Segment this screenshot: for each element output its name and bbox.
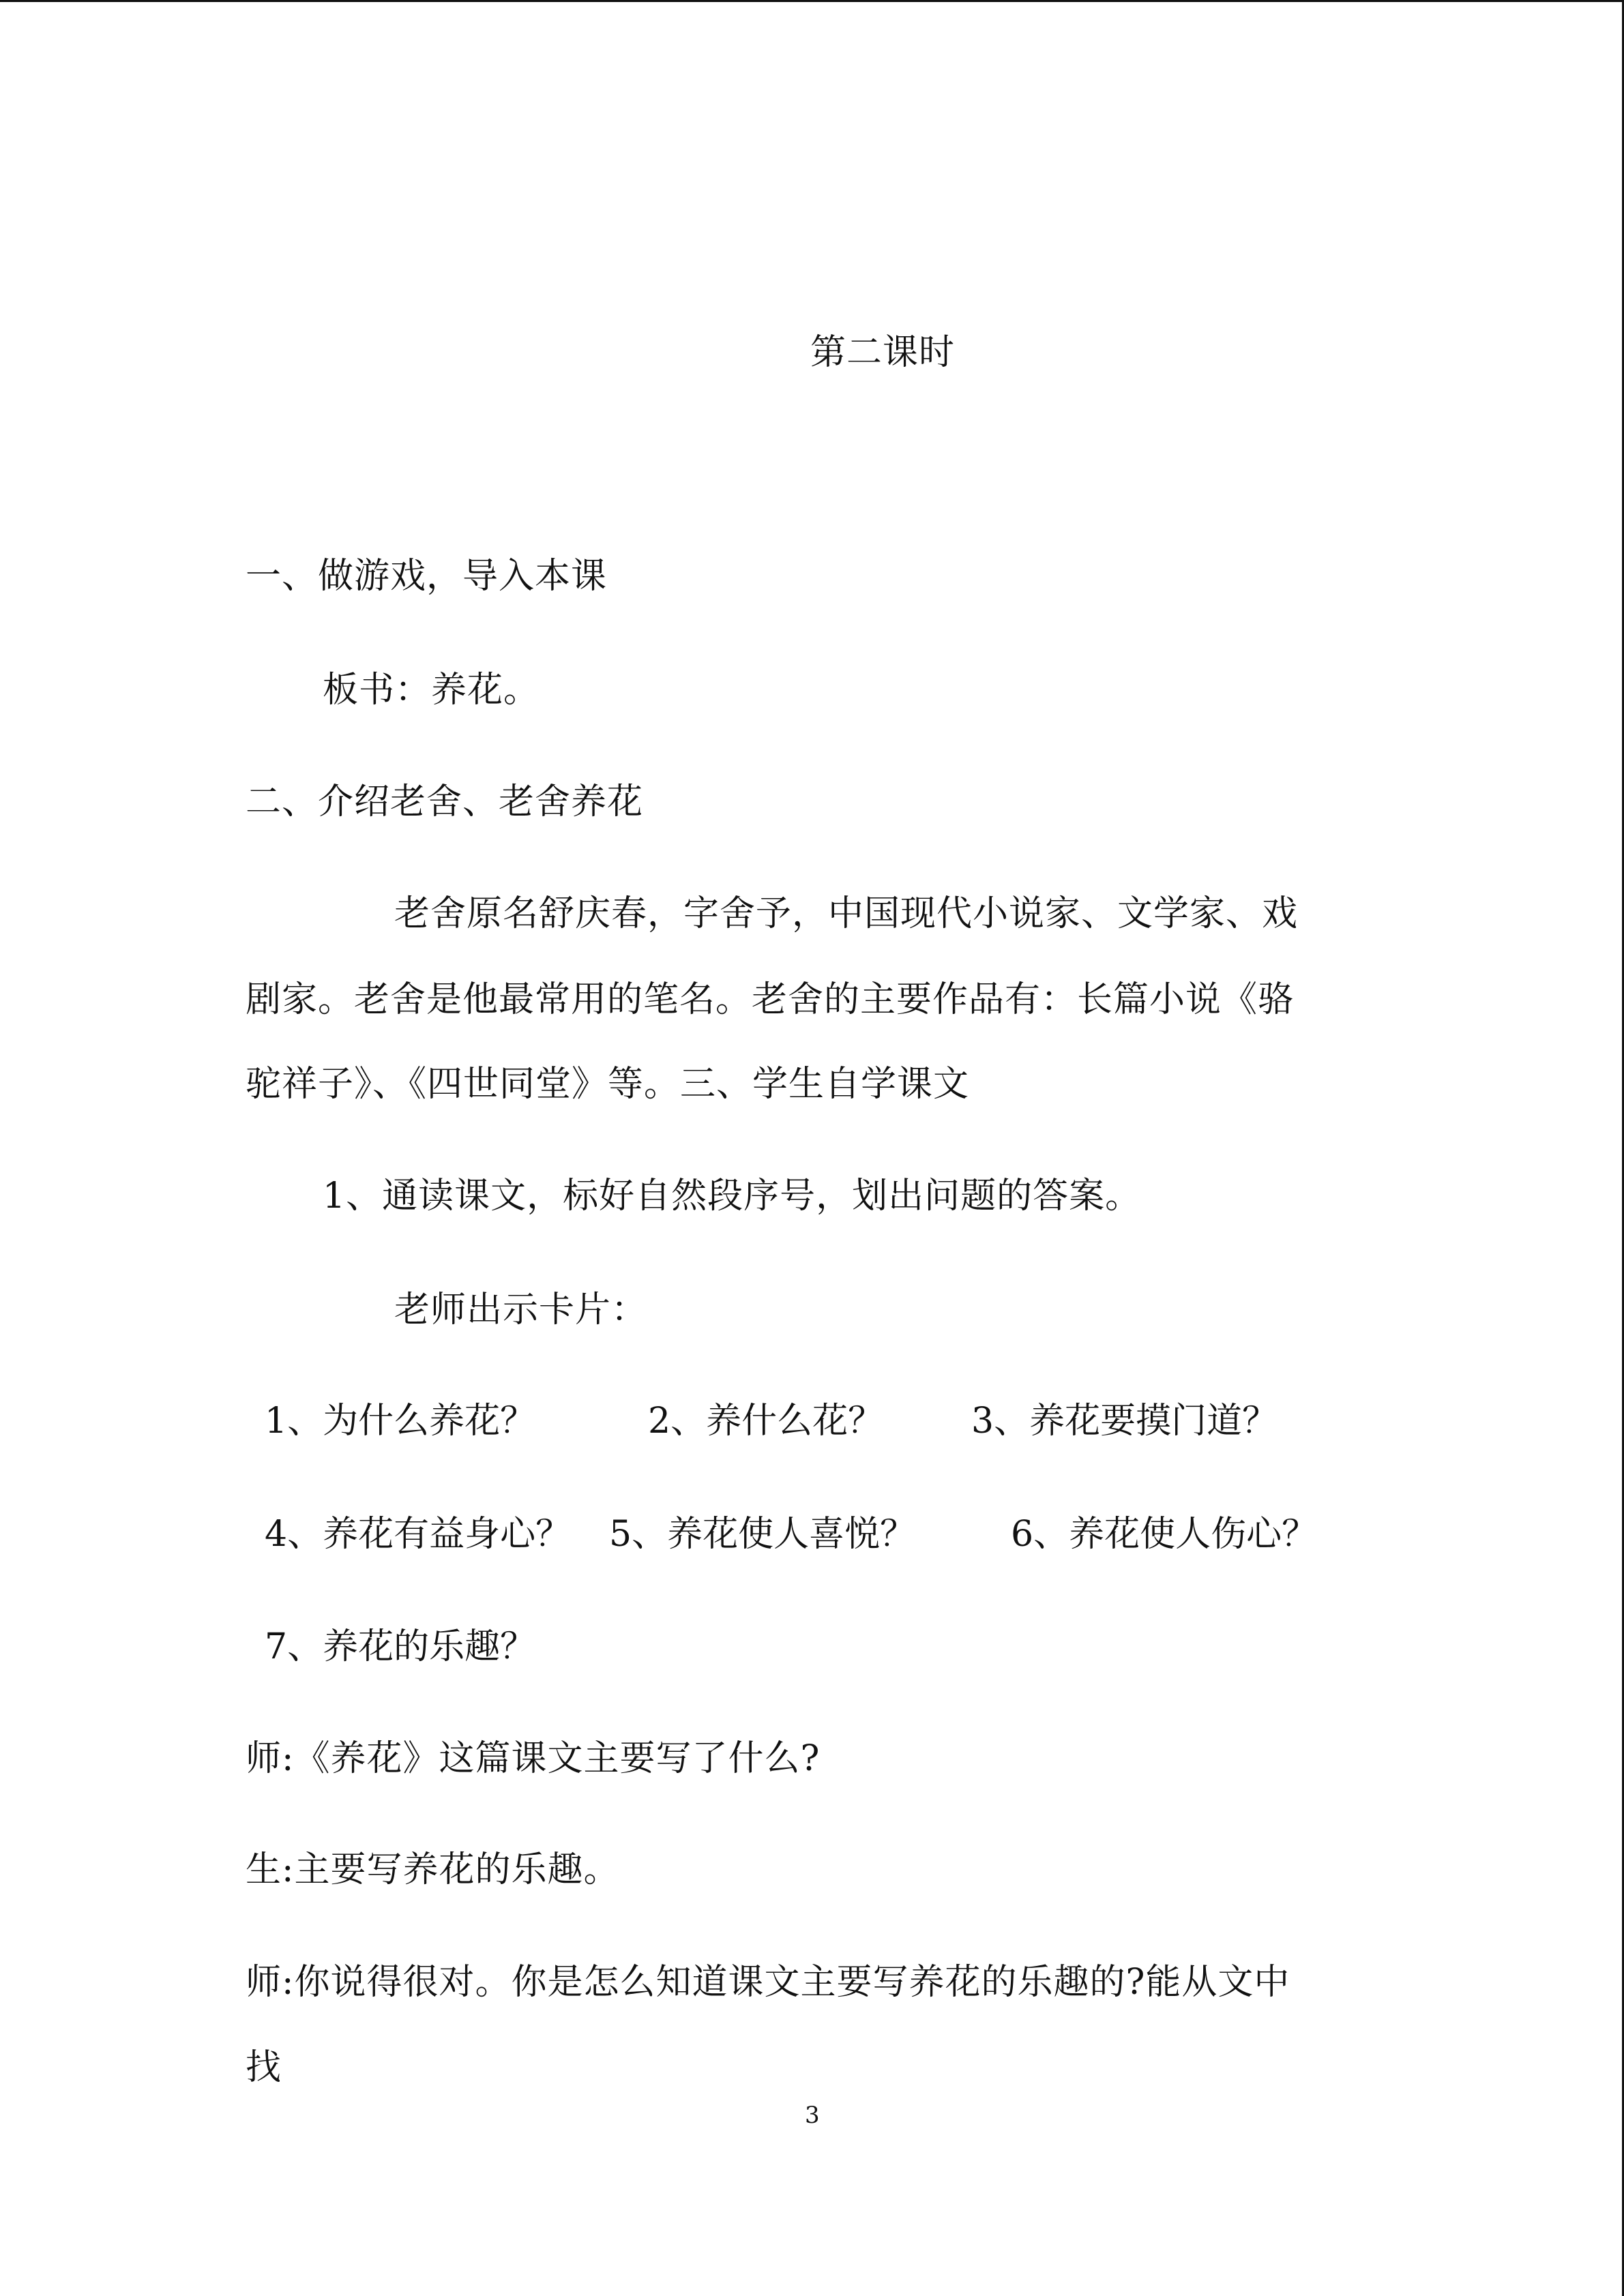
question-row-2 xyxy=(0,1514,1624,1555)
question-item: 6、养花使人伤心？ xyxy=(1011,1514,1318,1555)
teacher-question-1: 师:《养花》这篇课文主要写了什么? xyxy=(246,1738,821,1779)
teacher-question-2-line-2: 找 xyxy=(246,2047,282,2088)
question-item: 2、养什么花？ xyxy=(648,1401,884,1442)
intro-paragraph-line-3: 驼祥子》、《四世同堂》等。三、学生自学课文 xyxy=(246,1064,970,1105)
board-writing: 板书：养花。 xyxy=(323,670,540,711)
question-item: 1、为什么养花？ xyxy=(265,1401,536,1442)
section-heading-1: 一、做游戏，导入本课 xyxy=(246,556,608,597)
question-item: 5、养花使人喜悦？ xyxy=(609,1514,916,1555)
page-title: 第二课时 xyxy=(810,332,956,373)
page-number: 3 xyxy=(805,2102,820,2129)
question-row-1 xyxy=(0,1401,1624,1442)
intro-paragraph-line-2: 剧家。老舍是他最常用的笔名。老舍的主要作品有：长篇小说《骆 xyxy=(246,979,1295,1020)
teacher-question-2-line-1: 师:你说得很对。你是怎么知道课文主要写养花的乐趣的?能从文中 xyxy=(246,1962,1290,2003)
question-row-3 xyxy=(0,1626,1624,1667)
reading-task: 1、通读课文，标好自然段序号，划出问题的答案。 xyxy=(323,1176,1142,1217)
intro-paragraph-line-1: 老舍原名舒庆春，字舍予，中国现代小说家、文学家、戏 xyxy=(394,893,1299,934)
question-item: 4、养花有益身心？ xyxy=(265,1514,572,1555)
cards-intro: 老师出示卡片： xyxy=(394,1289,648,1330)
page-border-top xyxy=(0,0,1624,2)
student-answer-1: 生:主要写养花的乐趣。 xyxy=(246,1849,620,1890)
question-item: 3、养花要摸门道？ xyxy=(971,1401,1278,1442)
section-heading-2: 二、介绍老舍、老舍养花 xyxy=(246,781,644,822)
question-item: 7、养花的乐趣？ xyxy=(265,1626,536,1667)
